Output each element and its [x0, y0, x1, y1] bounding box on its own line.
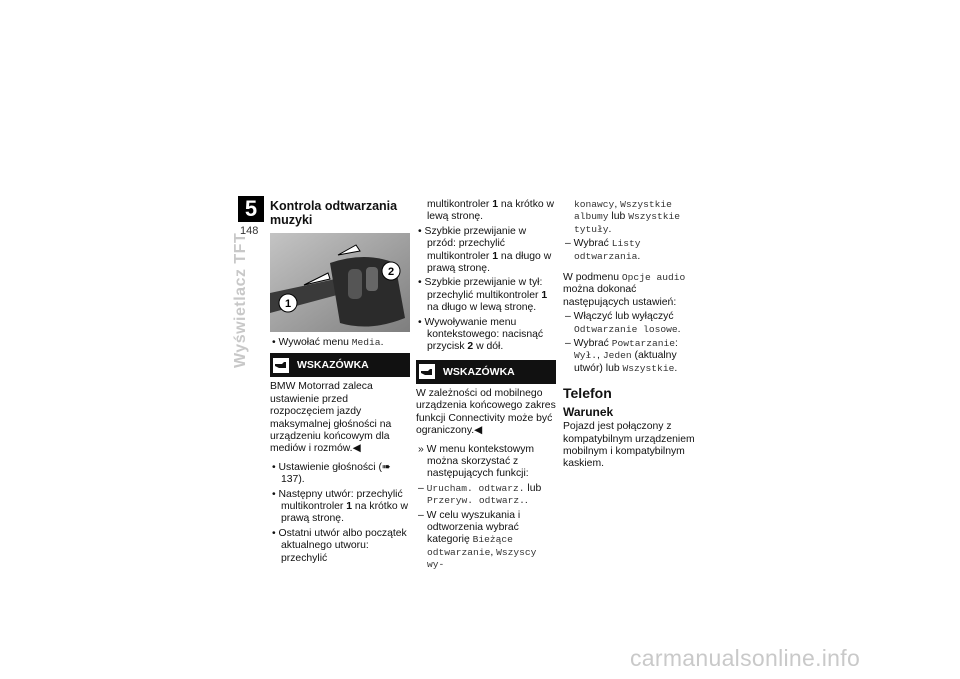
hand-note-icon [273, 358, 289, 373]
list-item: • Ustawienie głośności (➠ 137). [272, 461, 391, 486]
list-item: – Wybrać Powtarzanie: Wył., Jeden (aktualny utwór) lub Wszystkie. [565, 338, 678, 374]
list-item: • Ostatni utwór albo początek aktualnego utworu: przechylić [272, 527, 407, 564]
note-header [416, 360, 556, 384]
note-title: WSKAZÓWKA [297, 359, 369, 372]
page-number: 148 [240, 225, 259, 237]
note-text: BMW Motorrad zaleca ustawienie przed rozpoczęciem jazdy maksymalnej głośności na urządzeniu końcowym dla mediów i rozmów.◀ [270, 381, 392, 455]
handlebar-illustration [270, 233, 410, 332]
column-2 [416, 199, 556, 574]
list-continuation: konawcy, Wszystkie albumy lub Wszystkie tytuły. [574, 199, 681, 235]
photo-label-2: 2 [387, 266, 395, 278]
list-item: • Szybkie przewijanie w przód: przechylić multikontroler 1 na długo w prawą stronę. [418, 225, 552, 275]
list-item: • Wywołać menu Media. [272, 337, 384, 348]
paragraph: W podmenu Opcje audio można dokonać następujących ustawień: [563, 272, 686, 308]
list-item: – Urucham. odtwarz. lub Przeryw. odtwarz.. [418, 482, 542, 507]
chapter-number: 5 [238, 196, 264, 222]
handlebar-photo [270, 233, 410, 332]
side-chapter-title: Wyświetlacz TFT [232, 232, 249, 368]
list-item: – Wybrać Listy odtwarzania. [565, 238, 641, 262]
column-1 [270, 199, 410, 567]
heading-warunek: Warunek [563, 404, 614, 419]
list-item: • Szybkie przewijanie w tył: przechylić multikontroler 1 na długo w lewą stronę. [418, 277, 548, 314]
section-heading: Kontrola odtwarzania muzyki [270, 199, 398, 227]
warunek-text: Pojazd jest połączony z kompatybilnym urządzeniem mobilnym i kompatybilnym kaskiem. [563, 421, 695, 470]
list-item: – Włączyć lub wyłączyć Odtwarzanie losowe. [565, 311, 681, 335]
heading-telefon: Telefon [563, 385, 612, 402]
list-item: – W celu wyszukania i odtworzenia wybrać kategorię Bieżące odtwarzanie, Wszyscy wy- [418, 509, 537, 571]
note-title: WSKAZÓWKA [443, 365, 515, 378]
watermark: carmanualsonline.info [630, 645, 861, 671]
hand-note-icon [419, 364, 435, 379]
column-3 [563, 199, 703, 471]
list-continuation: multikontroler 1 na krótko w lewą stronę. [427, 199, 555, 223]
note-text: W zależności od mobilnego urządzenia końcowego zakres funkcji Connectivity może być ograniczony.◀ [416, 387, 556, 437]
photo-label-1: 1 [284, 298, 292, 310]
list-item: • Wywoływanie menu kontekstowego: nacisnąć przycisk 2 w dół. [418, 316, 544, 353]
note-header [270, 353, 410, 377]
list-item: » W menu kontekstowym można skorzystać z następujących funkcji: [418, 443, 535, 480]
list-item: • Następny utwór: przechylić multikontroler 1 na krótko w prawą stronę. [272, 488, 409, 525]
